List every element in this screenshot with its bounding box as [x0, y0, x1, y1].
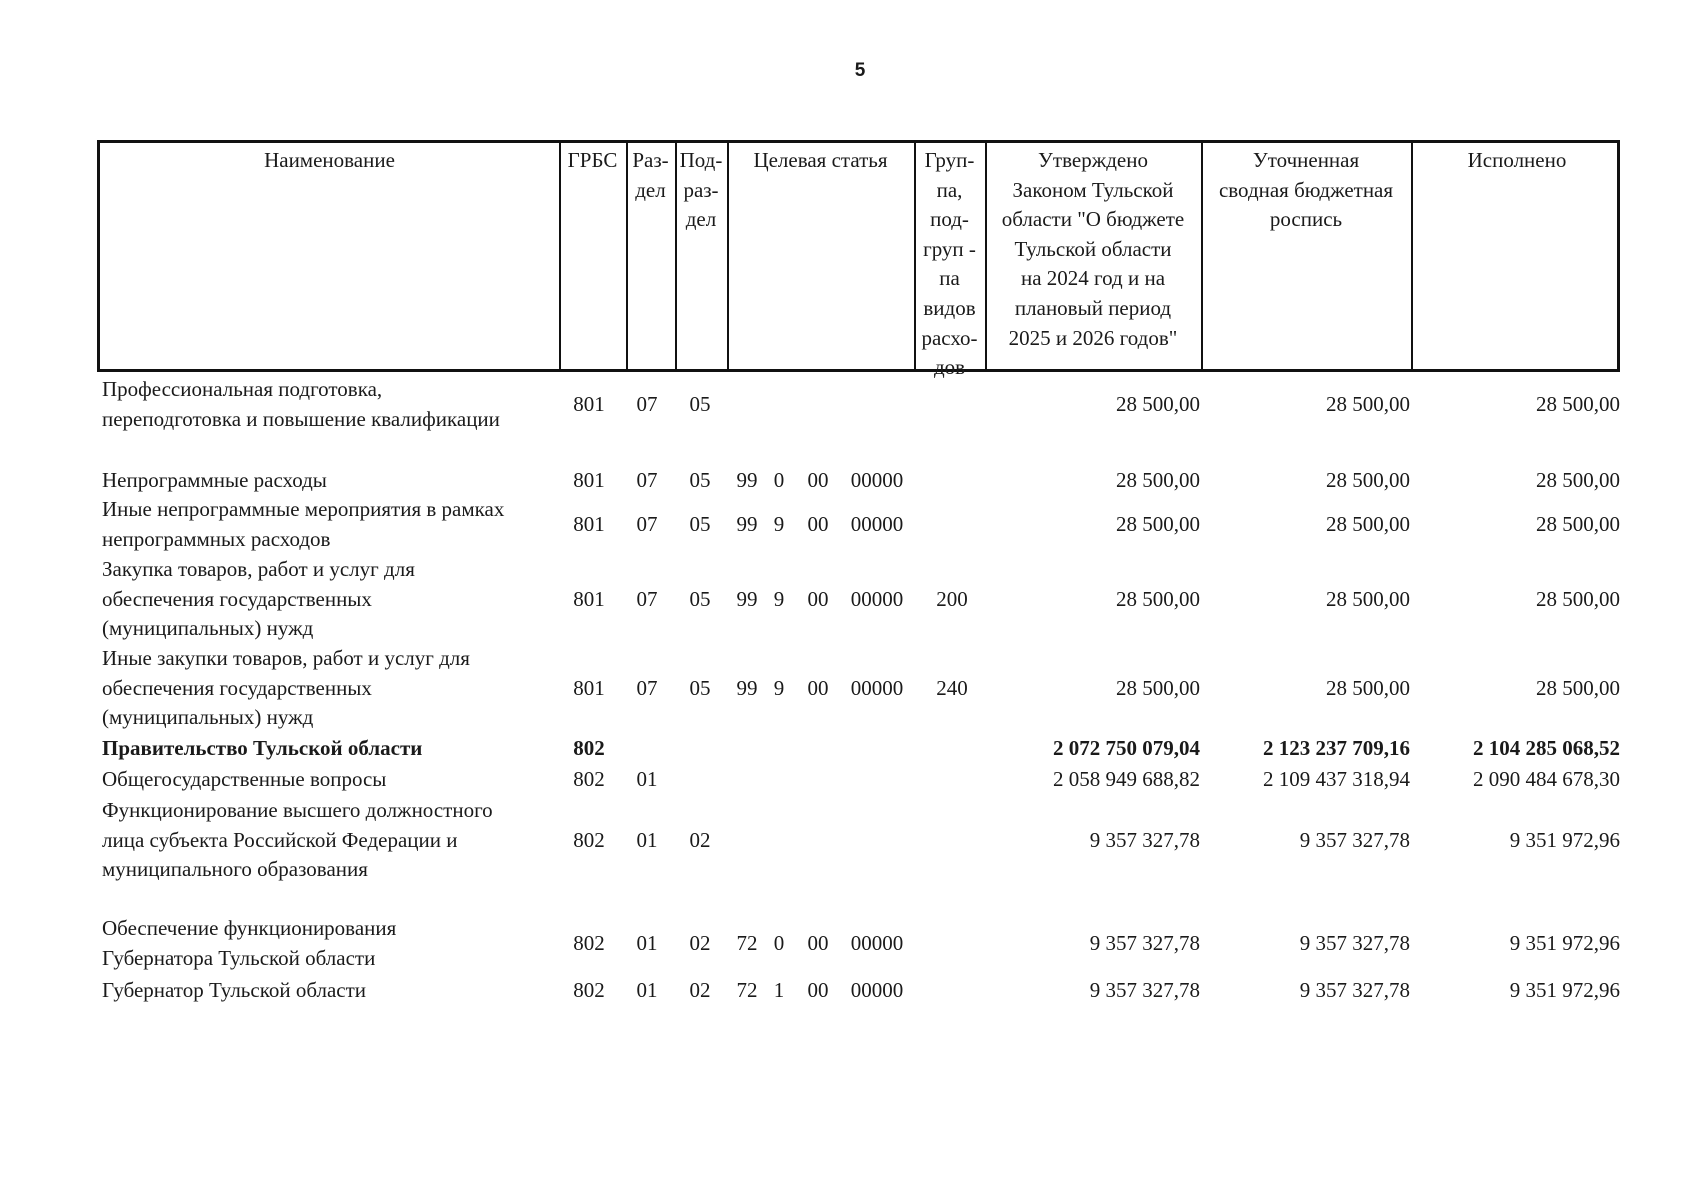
- row-approved: 28 500,00: [1116, 391, 1200, 416]
- row-executed: 9 351 972,96: [1509, 978, 1620, 1002]
- row-t4: 00000: [850, 468, 904, 492]
- row-name-line: (муниципальных) нужд: [102, 616, 314, 641]
- row-name-line: (муниципальных) нужд: [102, 705, 314, 730]
- row-name-line: Губернатора Тульской области: [102, 945, 376, 970]
- row-name: [102, 734, 562, 764]
- row-name-line: обеспечения государственных: [102, 586, 372, 611]
- header-grbs: [559, 146, 626, 176]
- row-t2: 9: [773, 675, 785, 700]
- row-t3: 00: [807, 586, 829, 611]
- row-grbs: 801: [573, 391, 605, 416]
- header-line: Тульской области: [1014, 236, 1172, 261]
- row-executed: 9 351 972,96: [1509, 827, 1620, 852]
- row-executed: 28 500,00: [1536, 391, 1620, 416]
- row-name-line: Закупка товаров, работ и услуг для: [102, 557, 415, 581]
- header-line: па,: [936, 177, 963, 202]
- row-approved: 2 058 949 688,82: [1053, 767, 1200, 791]
- row-t3: 00: [807, 675, 829, 700]
- row-razdel: 07: [636, 586, 658, 611]
- row-approved: 2 072 750 079,04: [1053, 736, 1200, 760]
- row-grbs: 801: [573, 675, 605, 700]
- row-t2: 9: [773, 586, 785, 611]
- row-executed: 28 500,00: [1536, 511, 1620, 536]
- row-t4: 00000: [850, 978, 904, 1002]
- row-name: [102, 644, 562, 733]
- row-grbs: 802: [573, 767, 605, 791]
- row-name-line: Обеспечение функционирования: [102, 916, 397, 940]
- row-podrazdel: 02: [689, 930, 711, 955]
- row-t2: 9: [773, 511, 785, 536]
- header-line: груп -: [923, 236, 976, 261]
- row-approved: 28 500,00: [1116, 511, 1200, 536]
- row-t3: 00: [807, 468, 829, 492]
- header-line: Уточненная: [1252, 148, 1360, 172]
- row-approved: 9 357 327,78: [1089, 930, 1200, 955]
- row-executed: 9 351 972,96: [1509, 930, 1620, 955]
- row-grbs: 802: [573, 978, 605, 1002]
- header-line: Законом Тульской: [1012, 177, 1174, 202]
- header-line: области "О бюджете: [1001, 207, 1185, 232]
- row-t1: 99: [736, 586, 758, 611]
- header-line: Наименование: [264, 148, 395, 172]
- row-approved: 28 500,00: [1116, 586, 1200, 611]
- header-line: видов: [923, 295, 976, 320]
- row-grbs: 802: [573, 827, 605, 852]
- row-name: [102, 495, 562, 554]
- row-refined: 2 109 437 318,94: [1263, 767, 1410, 791]
- header-line: под-: [930, 207, 969, 232]
- row-name: [102, 976, 562, 1006]
- column-divider: [727, 143, 729, 369]
- row-t4: 00000: [850, 586, 904, 611]
- row-t1: 99: [736, 468, 758, 492]
- row-name-line: Профессиональная подготовка,: [102, 377, 383, 401]
- row-t1: 72: [736, 978, 758, 1002]
- header-line: дел: [685, 207, 717, 232]
- header-expense-group: [914, 146, 985, 383]
- row-executed: 2 104 285 068,52: [1473, 736, 1620, 760]
- row-refined: 28 500,00: [1326, 468, 1410, 492]
- row-refined: 28 500,00: [1326, 675, 1410, 700]
- row-t4: 00000: [850, 930, 904, 955]
- row-razdel: 07: [636, 675, 658, 700]
- row-refined: 9 357 327,78: [1299, 930, 1410, 955]
- row-name: [102, 555, 562, 644]
- header-line: плановый период: [1014, 295, 1172, 320]
- header-approved: [985, 146, 1201, 353]
- row-t3: 00: [807, 978, 829, 1002]
- column-divider: [1411, 143, 1413, 369]
- row-name-line: Иные непрограммные мероприятия в рамках: [102, 497, 505, 521]
- row-refined: 28 500,00: [1326, 391, 1410, 416]
- header-razdel: [626, 146, 675, 205]
- header-line: ГРБС: [567, 148, 618, 172]
- header-name: [100, 146, 559, 176]
- row-approved: 9 357 327,78: [1089, 978, 1200, 1002]
- row-podrazdel: 05: [689, 511, 711, 536]
- row-t2: 0: [773, 930, 785, 955]
- row-executed: 28 500,00: [1536, 468, 1620, 492]
- row-grbs: 801: [573, 511, 605, 536]
- row-executed: 28 500,00: [1536, 675, 1620, 700]
- row-podrazdel: 02: [689, 827, 711, 852]
- header-line: на 2024 год и на: [1020, 266, 1166, 291]
- header-line: сводная бюджетная: [1218, 177, 1394, 202]
- row-t4: 00000: [850, 511, 904, 536]
- header-line: Исполнено: [1467, 148, 1567, 172]
- row-t3: 00: [807, 511, 829, 536]
- table-header: [97, 140, 1620, 380]
- row-razdel: 01: [636, 978, 658, 1002]
- header-line: Целевая статья: [753, 148, 888, 172]
- header-line: 2025 и 2026 годов": [1008, 325, 1178, 350]
- header-line: Под-: [679, 148, 723, 172]
- row-refined: 28 500,00: [1326, 511, 1410, 536]
- row-razdel: 01: [636, 767, 658, 791]
- row-approved: 28 500,00: [1116, 675, 1200, 700]
- header-line: Груп-: [924, 148, 975, 172]
- row-refined: 9 357 327,78: [1299, 978, 1410, 1002]
- row-approved: 9 357 327,78: [1089, 827, 1200, 852]
- row-name: [102, 796, 562, 885]
- row-name-line: муниципального образования: [102, 857, 368, 882]
- row-grbs: 802: [573, 736, 605, 760]
- row-t4: 00000: [850, 675, 904, 700]
- row-group: 240: [936, 675, 968, 700]
- column-divider: [559, 143, 561, 369]
- row-name-line: обеспечения государственных: [102, 675, 372, 700]
- row-t2: 0: [773, 468, 785, 492]
- header-line: раз-: [683, 177, 719, 202]
- row-name: [102, 466, 562, 496]
- row-name-line: лица субъекта Российской Федерации и: [102, 827, 458, 852]
- row-name: [102, 765, 562, 795]
- row-t1: 99: [736, 511, 758, 536]
- row-razdel: 01: [636, 827, 658, 852]
- row-name-line: Общегосударственные вопросы: [102, 767, 387, 791]
- header-podrazdel: [675, 146, 727, 235]
- row-executed: 2 090 484 678,30: [1473, 767, 1620, 791]
- row-grbs: 801: [573, 586, 605, 611]
- row-name-line: Функционирование высшего должностного: [102, 798, 493, 822]
- row-refined: 2 123 237 709,16: [1263, 736, 1410, 760]
- row-executed: 28 500,00: [1536, 586, 1620, 611]
- row-name: [102, 914, 562, 973]
- header-target-article: [727, 146, 914, 176]
- row-t2: 1: [773, 978, 785, 1002]
- row-podrazdel: 05: [689, 586, 711, 611]
- row-name-line: непрограммных расходов: [102, 526, 331, 551]
- row-name-line: Иные закупки товаров, работ и услуг для: [102, 646, 470, 670]
- row-podrazdel: 02: [689, 978, 711, 1002]
- row-approved: 28 500,00: [1116, 468, 1200, 492]
- header-line: расхо-: [921, 325, 978, 350]
- row-group: 200: [936, 586, 968, 611]
- row-name-line: переподготовка и повышение квалификации: [102, 406, 500, 431]
- row-t1: 99: [736, 675, 758, 700]
- row-grbs: 802: [573, 930, 605, 955]
- row-grbs: 801: [573, 468, 605, 492]
- header-line: дел: [635, 177, 666, 202]
- row-name-line: Губернатор Тульской области: [102, 978, 367, 1002]
- row-name: [102, 375, 562, 434]
- row-t1: 72: [736, 930, 758, 955]
- row-razdel: 07: [636, 468, 658, 492]
- header-refined: [1201, 146, 1411, 235]
- header-line: роспись: [1269, 207, 1343, 232]
- row-name-line: Непрограммные расходы: [102, 468, 327, 492]
- page-number: 5: [854, 60, 866, 81]
- row-t3: 00: [807, 930, 829, 955]
- row-podrazdel: 05: [689, 675, 711, 700]
- row-razdel: 07: [636, 391, 658, 416]
- row-name-line: Правительство Тульской области: [102, 736, 423, 760]
- row-podrazdel: 05: [689, 468, 711, 492]
- header-line: па: [939, 266, 960, 291]
- header-line: Раз-: [632, 148, 669, 172]
- row-refined: 28 500,00: [1326, 586, 1410, 611]
- row-razdel: 01: [636, 930, 658, 955]
- header-line: Утверждено: [1038, 148, 1148, 172]
- header-executed: [1411, 146, 1623, 176]
- row-razdel: 07: [636, 511, 658, 536]
- row-podrazdel: 05: [689, 391, 711, 416]
- row-refined: 9 357 327,78: [1299, 827, 1410, 852]
- header-line: дов: [933, 355, 966, 380]
